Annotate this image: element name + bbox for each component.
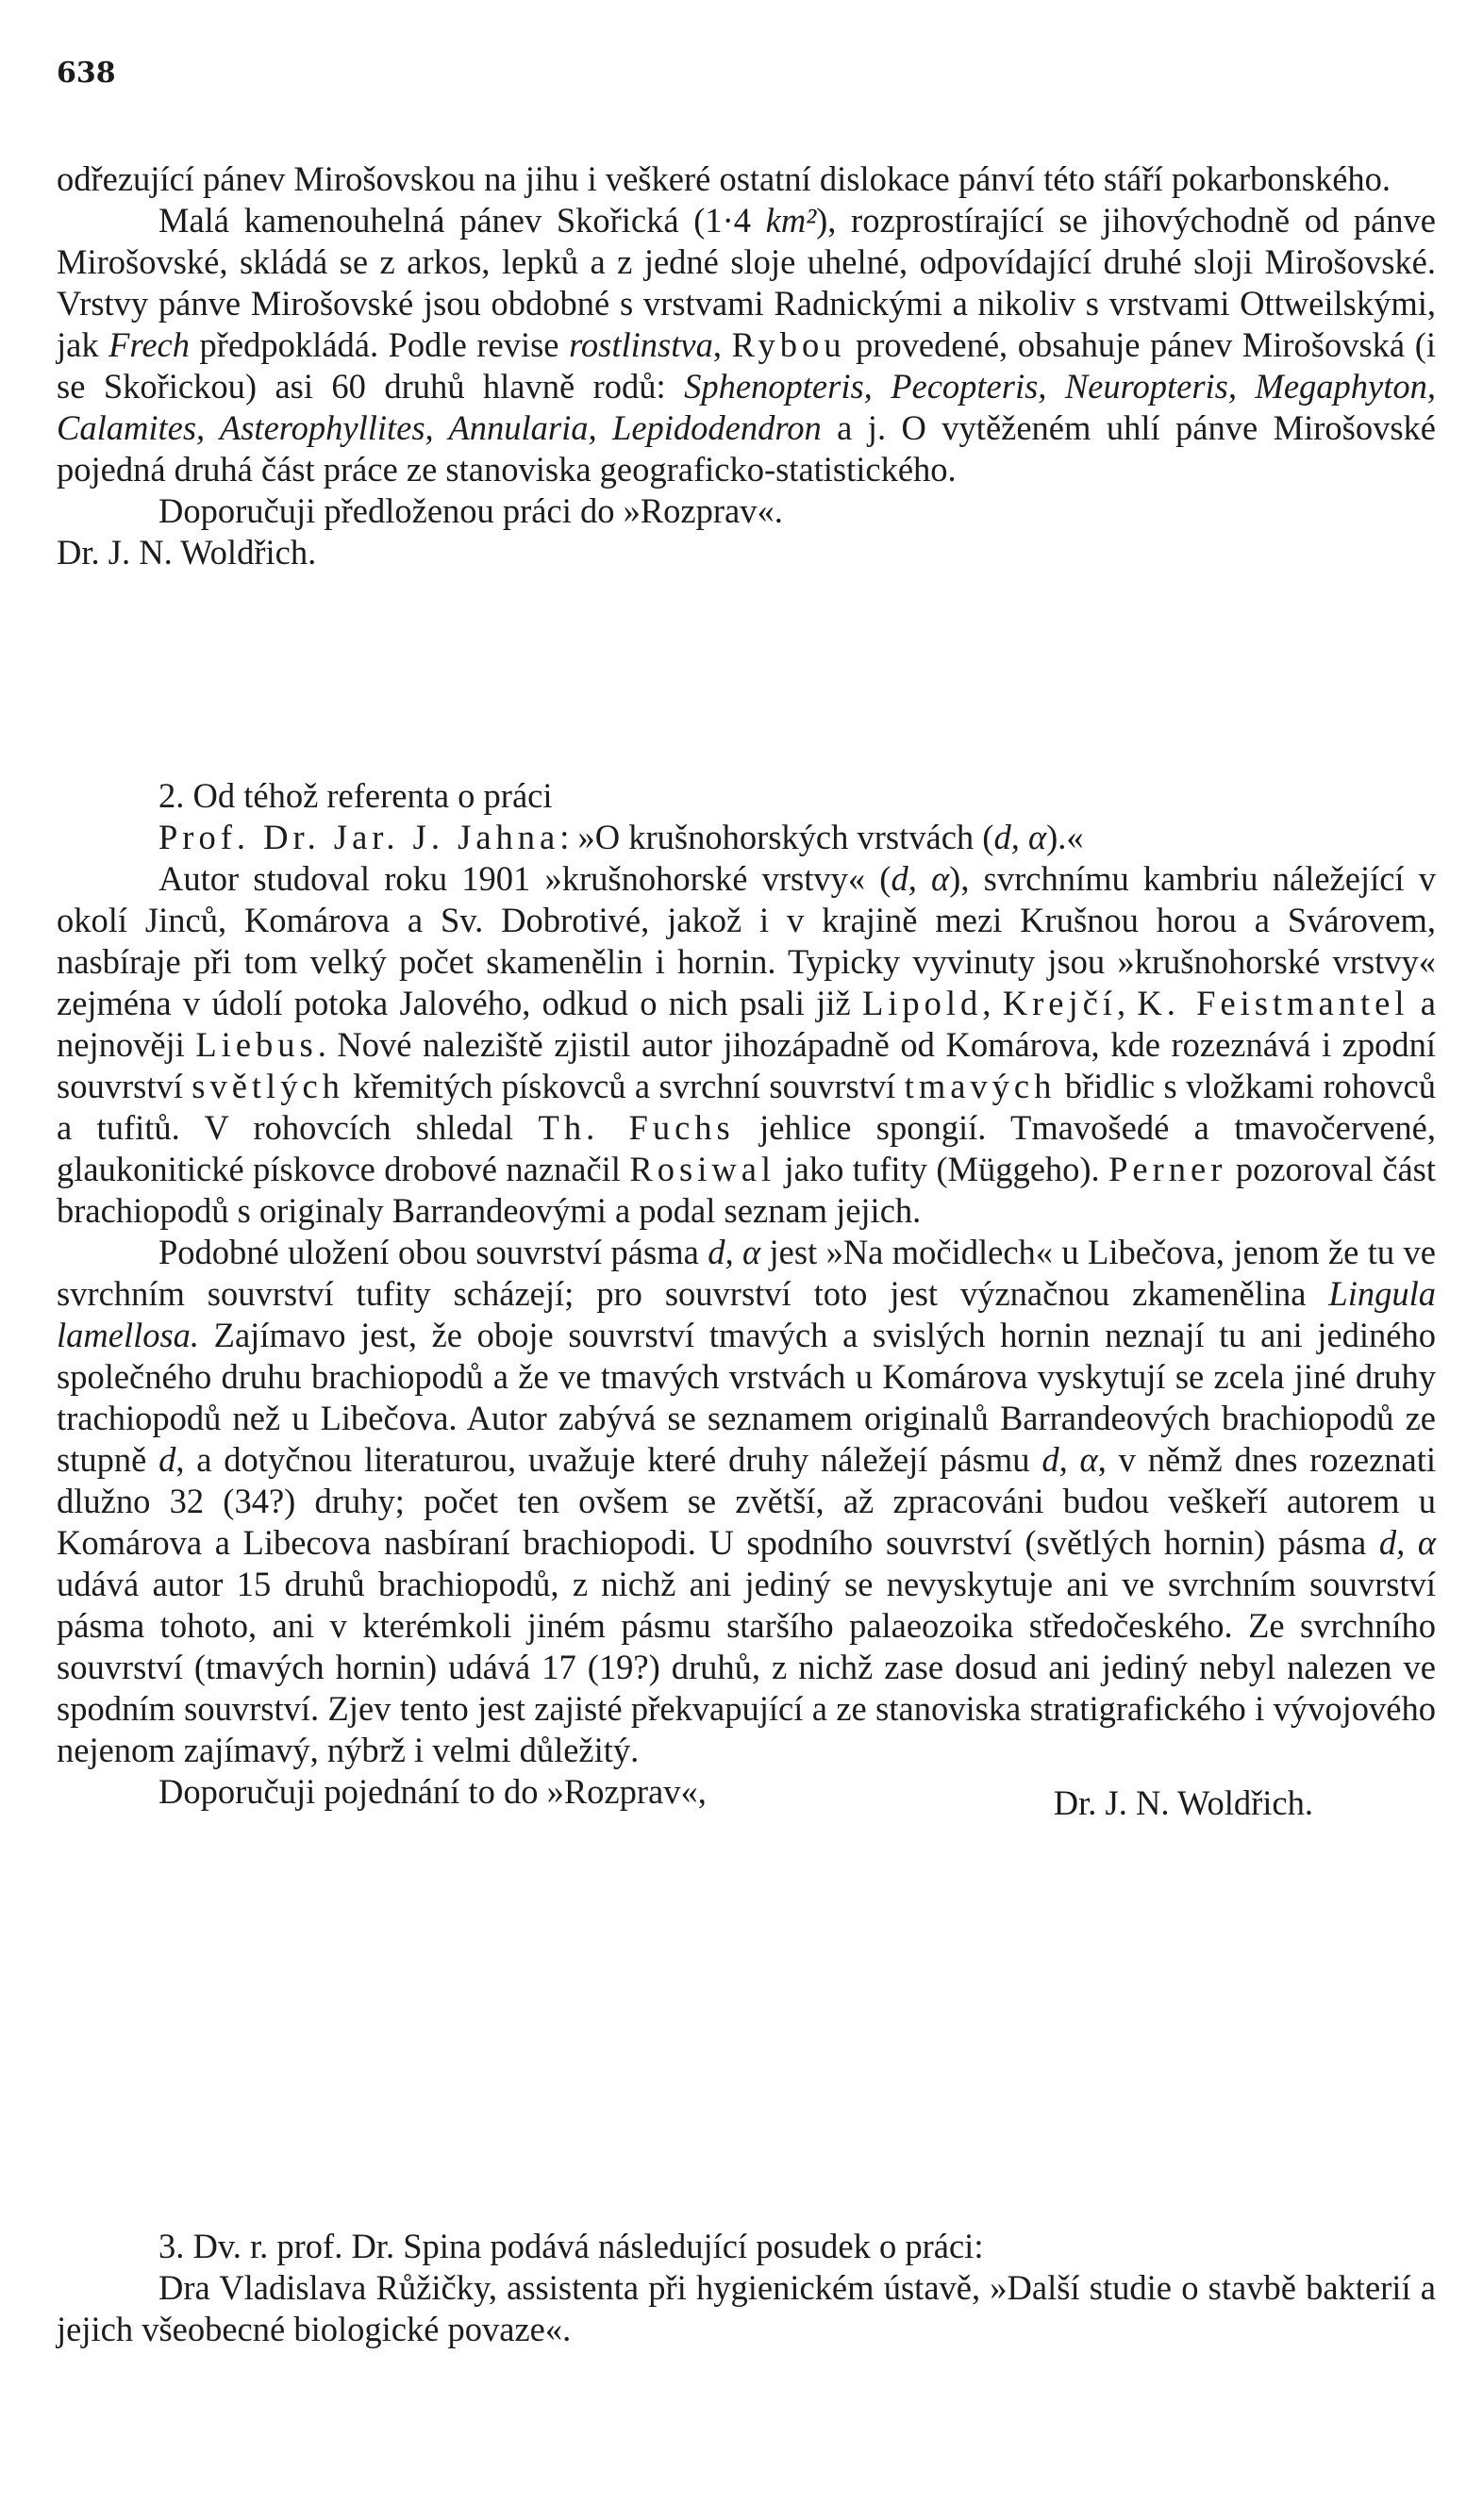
- signature: Dr. J. N. Woldřich.: [1053, 1783, 1313, 1822]
- closing-row: [57, 1771, 1436, 1822]
- work-title: Prof. Dr. Jar. J. Jahna: »O krušnohorských vrstvách (d, α).«: [158, 818, 1084, 856]
- section-1: [57, 158, 1436, 573]
- paragraph: Podobné uložení obou souvrství pásma d, α jest »Na močidlech« u Libečova, jenom že tu ve svrchním souvrství tufity scházejí; pro souvrství toto jest význačnou zkamenělina Lingula lamellosa. Zajímavo jest, že oboje souvrství tmavých a svislých hornin neznají tu ani jediného společného druhu brachiopodů a že ve tmavých vrstvách u Komárova vyskytují se zcela jiné druhy trachiopodů než u Libečova. Autor zabývá se seznamem originalů Barrandeových brachiopodů ze stupně d, a dotyčnou literaturou, uvažuje které druhy náležejí pásmu d, α, v němž dnes rozeznati dlužno 32 (34?) druhy; počet ten ovšem se zvětší, až zpracováni budou veškeří autorem u Komárova a Libecova nasbíraní brachiopodi. U spodního souvrství (světlých hornin) pásma d, α udává autor 15 druhů brachiopodů, z nichž ani jediný se nevyskytuje ani ve svrchním souvrství pásma tohoto, ani v kterémkoli jiném pásmu staršího palaeozoika středočeského. Ze svrchního souvrství (tmavých hornin) udává 17 (19?) druhů, z nichž zase dosud ani jediný nebyl nalezen ve spodním souvrství. Zjev tento jest zajisté překvapující a ze stanoviska stratigrafického i vývojového nejenom zajímavý, nýbrž i velmi důležitý.: [57, 1233, 1437, 1769]
- section-heading: 3. Dv. r. prof. Dr. Spina podává následující posudek o práci:: [158, 2227, 984, 2265]
- paragraph: Malá kamenouhelná pánev Skořická (1·4 km²), rozprostírající se jihovýchodně od pánve Mirošovské, skládá se z arkos, lepků a z jedné sloje uhelné, odpovídající druhé sloji Mirošovské. Vrstvy pánve Mirošovské jsou obdobné s vrstvami Radnickými a nikoliv s vrstvami Ottweilskými, jak Frech předpokládá. Podle revise rostlinstva, Rybou provedené, obsahuje pánev Mirošovská (i se Skořickou) asi 60 druhů hlavně rodů: Sphenopteris, Pecopteris, Neuropteris, Megaphyton, Calamites, Asterophyllites, Annularia, Lepidodendron a j. O vytěženém uhlí pánve Mirošovské pojedná druhá část práce ze stanoviska geograficko-statistického.: [57, 201, 1436, 489]
- section-3: [57, 2226, 1436, 2350]
- paragraph: Autor studoval roku 1901 »krušnohorské vrstvy« (d, α), svrchnímu kambriu náležející v okolí Jinců, Komárova a Sv. Dobrotivé, jakož i v krajině mezi Krušnou horou a Svárovem, nasbíraje při tom velký počet skamenělin i hornin. Typicky vyvinuty jsou »krušnohorské vrstvy« zejména v údolí potoka Jalového, odkud o nich psali již Lipold, Krejčí, K. Feistmantel a nejnověji Liebus. Nové naleziště zjistil autor jihozápadně od Komárova, kde rozeznává i zpodní souvrství světlých křemitých pískovců a svrchní souvrství tmavých břidlic s vložkami rohovců a tufitů. V rohovcích shledal Th. Fuchs jehlice spongií. Tmavošedé a tmavočervené, glaukonitické pískovce drobové naznačil Rosiwal jako tufity (Müggeho). Perner pozoroval část brachiopodů s originaly Barrandeovými a podal seznam jejich.: [57, 859, 1437, 1230]
- paragraph: odřezující pánev Mirošovskou na jihu i veškeré ostatní dislokace pánví této stáří pokarbonského.: [57, 159, 1391, 198]
- paragraph: Doporučuji pojednání to do »Rozprav«,: [158, 1772, 707, 1811]
- paragraph: Dra Vladislava Růžičky, assistenta při hygienickém ústavě, »Další studie o stavbě bakterií a jejich všeobecné biologické povaze«.: [57, 2268, 1436, 2348]
- paragraph: Doporučuji předloženou práci do »Rozprav«.: [158, 491, 783, 530]
- section-2: [57, 775, 1437, 1822]
- page-number: 638: [57, 57, 116, 90]
- section-heading: 2. Od téhož referenta o práci: [158, 776, 553, 815]
- signature: Dr. J. N. Woldřich.: [57, 533, 317, 572]
